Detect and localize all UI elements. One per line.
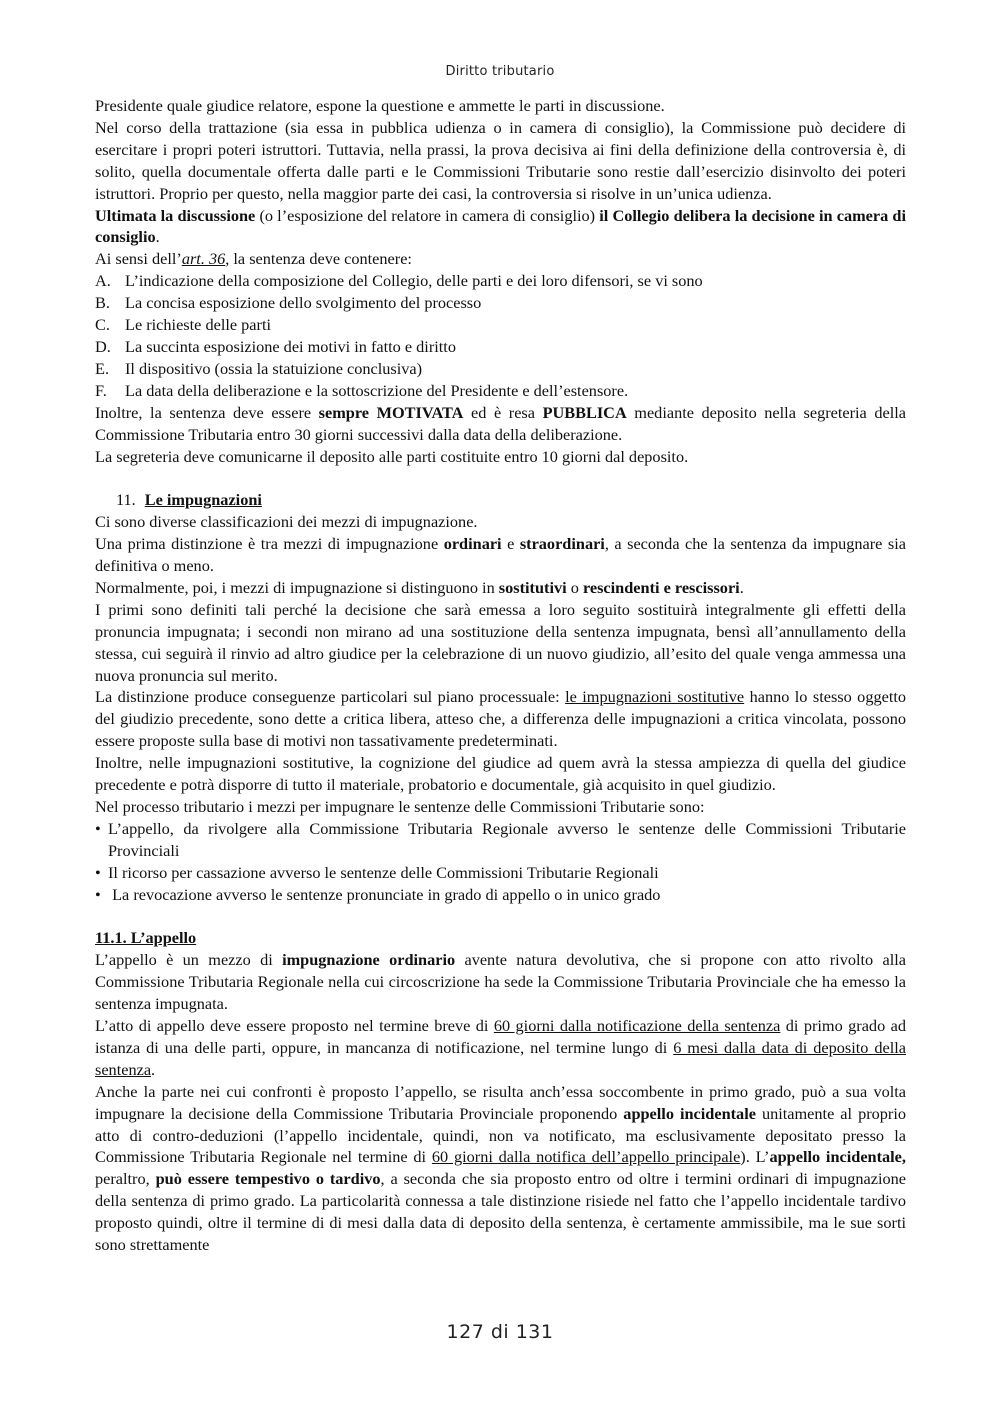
subsection-title: 11.1. L’appello	[95, 928, 197, 948]
section-title: Le impugnazioni	[144, 490, 262, 510]
list-marker: D.	[95, 336, 111, 356]
paragraph: Nel processo tributario i mezzi per impugnare le sentenze delle Commissioni Tributarie sono:	[95, 796, 705, 816]
paragraph	[95, 949, 906, 1015]
text: .	[155, 227, 160, 247]
running-header: Diritto tributario	[445, 64, 555, 79]
section-number: 11.	[116, 490, 136, 510]
bold-text: straordinari	[519, 534, 605, 554]
text: .	[151, 1059, 156, 1079]
underlined-text: le impugnazioni sostitutive	[565, 687, 745, 707]
bold-text: impugnazione ordinario	[282, 950, 456, 970]
paragraph	[95, 577, 906, 599]
bold-text: rescindenti e rescissori	[582, 577, 740, 597]
list-item-text: Le richieste delle parti	[125, 315, 272, 335]
paragraph	[95, 248, 906, 270]
text: Normalmente, poi, i mezzi di impugnazione si distinguono in	[95, 577, 499, 597]
text: Inoltre, la sentenza deve essere	[95, 402, 319, 422]
section-heading	[95, 489, 906, 511]
paragraph	[95, 533, 906, 577]
text: o	[566, 577, 583, 597]
paragraph: La segreteria deve comunicarne il deposito alle parti costituite entro 10 giorni dal deposito.	[95, 446, 689, 466]
article-link[interactable]: art. 36	[181, 249, 226, 269]
bullet-icon: •	[95, 818, 101, 838]
list-item	[95, 292, 906, 314]
bold-text: il Collegio delibera la decisione in camera di consiglio	[95, 205, 906, 247]
text: , a seconda che sia proposto entro od oltre i termini ordinari di impugnazione della sentenza di primo grado. La particolarità connessa a tale distinzione risiede nel fatto che l’appello incidentale tardivo proposto quindi, oltre il termine di di mesi dalla data di deposito della sentenza, è certamente ammissibile, ma le sue sorti sono strettamente	[95, 1169, 907, 1255]
text: , la sentenza deve contenere:	[225, 249, 412, 269]
underlined-text: 60 giorni dalla notifica dell’appello principale	[431, 1147, 741, 1167]
list-item-text: Il dispositivo (ossia la statuizione conclusiva)	[125, 358, 423, 378]
text: Una prima distinzione è tra mezzi di impugnazione	[95, 534, 444, 554]
text: di primo grado ad istanza di una delle parti, oppure, in mancanza di notificazione, nel termine lungo di	[95, 1016, 906, 1057]
paragraph: Presidente quale giudice relatore, espone la questione e ammette le parti in discussione.	[95, 96, 665, 115]
list-item	[95, 358, 906, 380]
text: unitamente al proprio atto di contro-deduzioni (l’appello incidentale, quindi, non va notificato, ma esclusivamente depositato presso la Commissione Tributaria Regionale nel termine di	[95, 1103, 906, 1167]
bold-text: Ultimata la discussione	[95, 205, 256, 225]
underlined-text: 6 mesi dalla data di deposito della sentenza	[95, 1037, 906, 1079]
underlined-text: 60 giorni dalla notificazione della sentenza	[493, 1016, 781, 1036]
text: e	[501, 534, 520, 554]
bold-text: sempre MOTIVATA	[318, 402, 464, 422]
text: Anche la parte nei cui confronti è proposto l’appello, se risulta anch’essa soccombente in primo grado, può a sua volta impugnare la decisione della Commissione Tributaria Provinciale proponendo	[95, 1081, 906, 1123]
list-item-text: La concisa esposizione dello svolgimento del processo	[125, 293, 482, 313]
paragraph: Nel corso della trattazione (sia essa in pubblica udienza o in camera di consiglio), la Commissione può decidere di esercitare i propri poteri istruttori. Tuttavia, nella prassi, la prova decisiva ai fini della definizione della controversia è, di solito, quella documentale offerta dalle parti e le Commissioni Tributarie sono restie dall’esercizio disinvolto dei poteri istruttori. Proprio per questo, nella maggior parte dei casi, la controversia si risolve in un’unica udienza.	[95, 117, 906, 203]
bold-text: sostitutivi	[498, 577, 567, 597]
subsection-heading	[95, 927, 906, 949]
list-item	[95, 818, 906, 862]
list-item-text: L’indicazione della composizione del Collegio, delle parti e dei loro difensori, se vi sono	[125, 271, 703, 291]
bullet-icon: •	[95, 862, 101, 882]
paragraph: Inoltre, nelle impugnazioni sostitutive, la cognizione del giudice ad quem avrà la stessa ampiezza di quella del giudice precedente e potrà disporre di tutto il materiale, probatorio e documentale, già acquisito in quel giudizio.	[95, 753, 906, 795]
paragraph: Ci sono diverse classificazioni dei mezzi di impugnazione.	[95, 512, 478, 532]
page-content	[95, 95, 906, 1256]
bold-text: ordinari	[443, 534, 502, 554]
page-number: 127 di 131	[446, 1321, 554, 1343]
text: ). L’	[740, 1147, 770, 1167]
list-item-text: La succinta esposizione dei motivi in fatto e diritto	[125, 336, 456, 356]
lettered-list	[95, 270, 906, 401]
list-marker: B.	[95, 293, 110, 313]
spacer	[95, 467, 906, 489]
text: (o l’esposizione del relatore in camera di consiglio)	[255, 205, 600, 225]
text: .	[739, 577, 744, 597]
bold-text: appello incidentale	[623, 1103, 756, 1123]
paragraph	[95, 686, 906, 752]
text: Ai sensi dell’	[95, 249, 182, 269]
list-item	[95, 380, 906, 402]
text: , a seconda che la sentenza da impugnare sia definitiva o meno.	[95, 534, 906, 576]
list-item	[95, 336, 906, 358]
list-item-text: L’appello, da rivolgere alla Commissione Tributaria Regionale avverso le sentenze delle Commissioni Tributarie Provinciali	[108, 818, 906, 860]
text: peraltro,	[95, 1169, 156, 1189]
list-marker: F.	[95, 380, 107, 400]
list-item	[95, 884, 906, 906]
list-item	[95, 862, 906, 884]
paragraph	[95, 402, 906, 446]
bold-text: PUBBLICA	[542, 402, 627, 422]
text: mediante deposito nella segreteria della Commissione Tributaria entro 30 giorni successivi dalla data della deliberazione.	[95, 402, 906, 444]
list-item-text: Il ricorso per cassazione avverso le sentenze delle Commissioni Tributarie Regionali	[108, 862, 659, 882]
spacer	[95, 906, 906, 928]
paragraph	[95, 1015, 906, 1081]
text: L’atto di appello deve essere proposto nel termine breve di	[95, 1016, 494, 1036]
list-marker: C.	[95, 315, 110, 335]
text: L’appello è un mezzo di	[95, 950, 283, 970]
text: hanno lo stesso oggetto del giudizio precedente, sono dette a critica libera, atteso che, a differenza delle impugnazioni a critica vincolata, possono essere proposte sulla base di motivi non tassativamente predeterminati.	[95, 687, 907, 751]
text: avente natura devolutiva, che si propone con atto rivolto alla Commissione Tributaria Regionale nella cui circoscrizione ha sede la Commissione Tributaria Provinciale che ha emesso la sentenza impugnata.	[95, 950, 906, 1014]
text: ed è resa	[463, 402, 543, 422]
paragraph	[95, 1081, 906, 1256]
bullet-icon: •	[95, 884, 101, 904]
list-marker: A.	[95, 271, 111, 291]
bold-text: può essere tempestivo o tardivo	[155, 1169, 381, 1189]
paragraph	[95, 205, 906, 249]
list-item-text: La revocazione avverso le sentenze pronunciate in grado di appello o in unico grado	[108, 884, 661, 904]
paragraph: I primi sono definiti tali perché la decisione che sarà emessa a loro seguito sostituirà integralmente gli effetti della pronuncia impugnata; i secondi non mirano ad una sostituzione della sentenza impugnata, bensì all’annullamento della stessa, cui seguirà il rinvio ad altro giudice per la celebrazione di un nuovo giudizio, all’esito del quale venga ammessa una nuova pronuncia sul merito.	[95, 599, 906, 685]
list-marker: E.	[95, 358, 110, 378]
list-item-text: La data della deliberazione e la sottoscrizione del Presidente e dell’estensore.	[125, 380, 629, 400]
bold-text: appello incidentale,	[769, 1147, 906, 1167]
bullet-list	[95, 818, 906, 906]
text: La distinzione produce conseguenze particolari sul piano processuale:	[95, 687, 566, 707]
list-item	[95, 314, 906, 336]
list-item	[95, 270, 906, 292]
